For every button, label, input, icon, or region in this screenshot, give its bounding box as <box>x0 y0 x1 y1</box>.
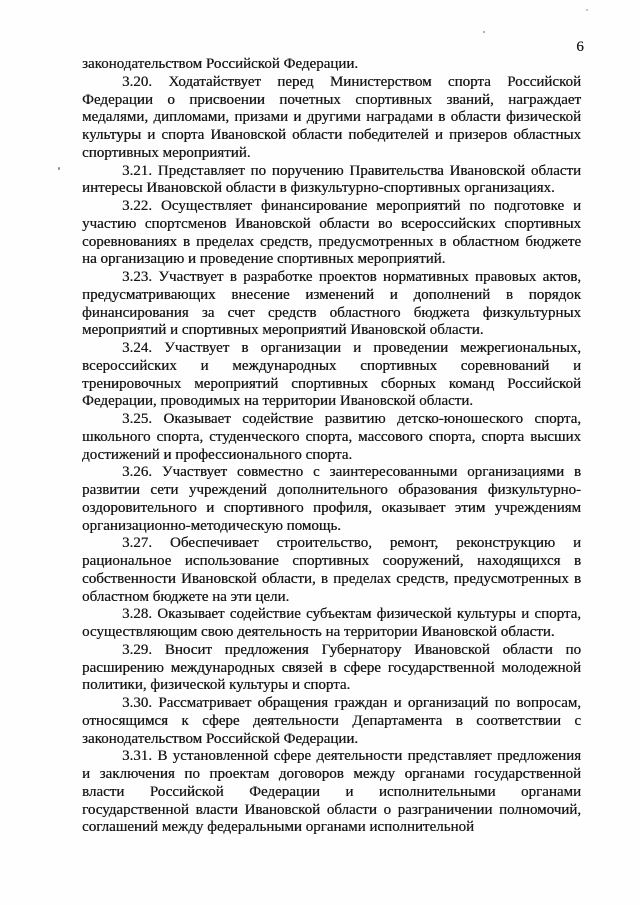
paragraph-3-29: 3.29. Вносит предложения Губернатору Ивановской области по расширению международных связей в сфере государственной молодежной политики, физической культуры и спорта. <box>82 641 581 694</box>
paragraph-3-24: 3.24. Участвует в организации и проведении межрегиональных, всероссийских и международных спортивных соревнований и тренировочных мероприятий спортивных сборных команд Российской Федерации, проводимых на территории Ивановской области. <box>82 340 581 410</box>
paragraph-3-25: 3.25. Оказывает содействие развитию детско-юношеского спорта, школьного спорта, студенческого спорта, массового спорта, спорта высших достижений и профессионального спорта. <box>82 411 581 463</box>
paragraph-3-20: 3.20. Ходатайствует перед Министерством спорта Российской Федерации о присвоении почетных спортивных званий, награждает медалями, дипломами, призами и другими наградами в области физической культуры и спорта Ивановской области победителей и призеров областных спортивных мероприятий. <box>82 73 581 161</box>
paragraph-3-22: 3.22. Осуществляет финансирование мероприятий по подготовке и участию спортсменов Ивановской области во всероссийских спортивных соревнованиях в пределах средств, предусмотренных в областном бюджете на организацию и проведение спортивных мероприятий. <box>82 198 581 268</box>
scan-speck <box>58 167 60 170</box>
scan-speck <box>483 31 485 33</box>
paragraph-3-30: 3.30. Рассматривает обращения граждан и организаций по вопросам, относящимся к сфере деятельности Департамента в соответствии с законодательством Российской Федерации. <box>82 695 581 747</box>
paragraph-3-21: 3.21. Представляет по поручению Правительства Ивановской области интересы Ивановской области в физкультурно-спортивных организациях. <box>82 162 581 197</box>
paragraph-3-27: 3.27. Обеспечивает строительство, ремонт, реконструкцию и рациональное использование спортивных сооружений, находящихся в собственности Ивановской области, в пределах средств, предусмотренных в областном бюджете на эти цели. <box>82 535 581 605</box>
page-number: 6 <box>576 39 584 55</box>
paragraph-3-23: 3.23. Участвует в разработке проектов нормативных правовых актов, предусматривающих внесение изменений и дополнений в порядок финансирования за счет средств областного бюджета физкультурных мероприятий и спортивных мероприятий Ивановской области. <box>82 269 581 339</box>
document-body <box>82 56 581 837</box>
paragraph-3-28: 3.28. Оказывает содействие субъектам физической культуры и спорта, осуществляющим свою деятельность на территории Ивановской области. <box>82 606 581 640</box>
paragraph-3-26: 3.26. Участвует совместно с заинтересованными организациями в развитии сети учреждений дополнительного образования физкультурно-оздоровительного и спортивного профиля, оказывает этим учреждениям организационно-методическую помощь. <box>82 464 581 534</box>
paragraph-continuation: законодательством Российской Федерации. <box>82 56 359 72</box>
paragraph-3-31: 3.31. В установленной сфере деятельности представляет предложения и заключения по проектам договоров между органами государственной власти Российской Федерации и исполнительными органами государственной власти Ивановской области о разграничении полномочий, соглашений между федеральными органами исполнительной <box>82 748 581 836</box>
scan-speck <box>586 9 588 11</box>
